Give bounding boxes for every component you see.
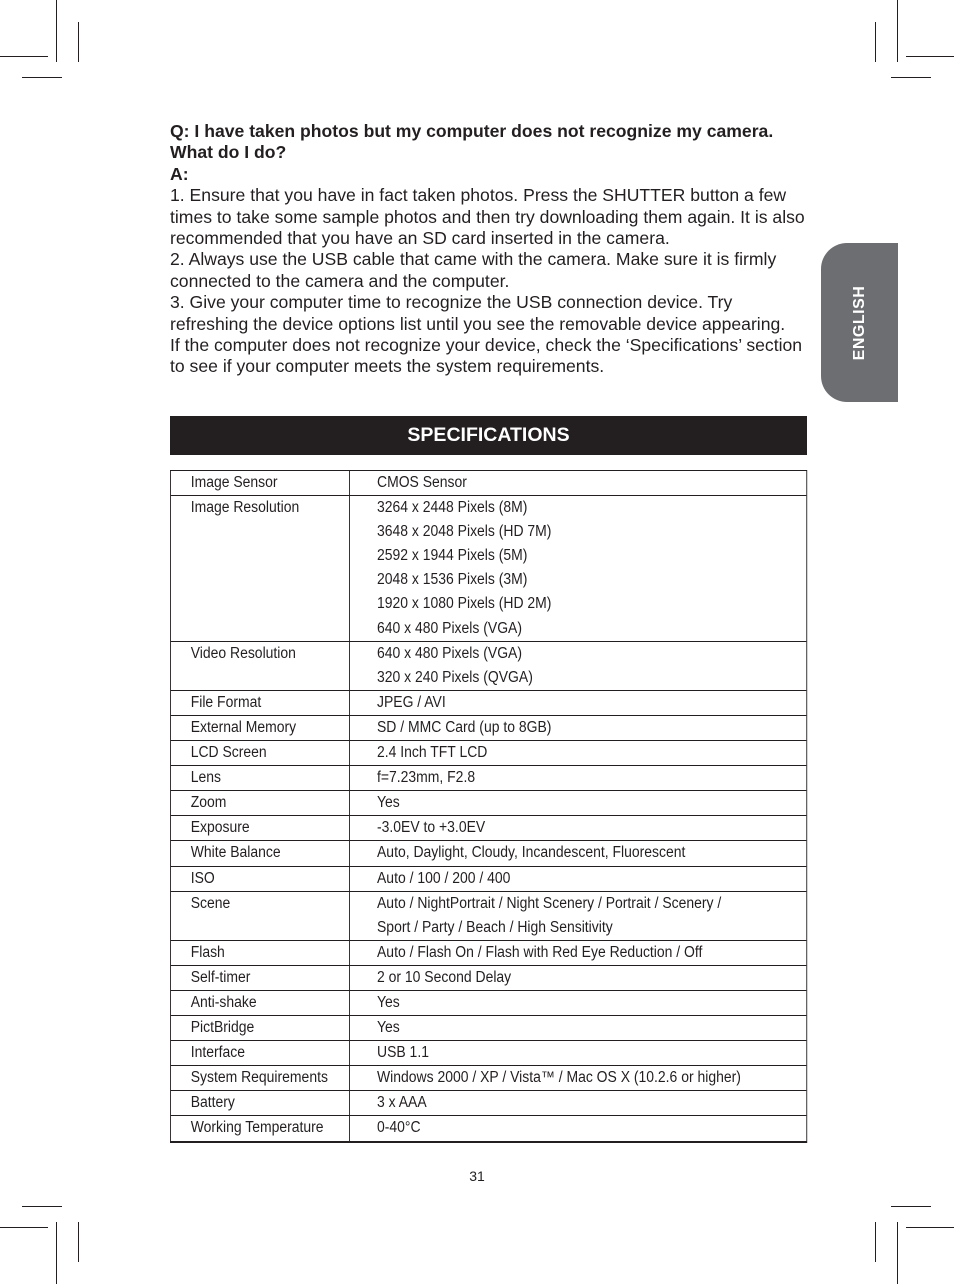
- spec-value: Yes: [377, 993, 400, 1011]
- crop-mark: [897, 0, 898, 62]
- spec-value: 2048 x 1536 Pixels (3M): [377, 571, 528, 589]
- spec-label-text: Self-timer: [190, 968, 251, 986]
- spec-label: [171, 816, 350, 840]
- spec-label: [171, 716, 350, 740]
- spec-value: Yes: [377, 1019, 400, 1037]
- spec-label: [171, 1041, 350, 1065]
- spec-label-text: Image Resolution: [190, 499, 300, 517]
- crop-mark: [891, 1206, 931, 1207]
- crop-mark: [22, 77, 62, 78]
- spec-label: [171, 471, 350, 495]
- spec-label: [171, 1091, 350, 1115]
- spec-value: Auto / NightPortrait / Night Scenery / Portrait / Scenery /: [377, 894, 722, 912]
- spec-value: 3 x AAA: [377, 1094, 427, 1112]
- spec-value: Sport / Party / Beach / High Sensitivity: [377, 918, 613, 936]
- spec-value: Yes: [377, 794, 400, 812]
- faq-answer-label: A:: [170, 163, 189, 184]
- crop-mark: [906, 56, 954, 57]
- spec-values: [350, 1066, 806, 1090]
- faq-step: 2. Always use the USB cable that came with the camera. Make sure it is firmly connected to the camera and the computer.: [170, 249, 777, 291]
- crop-mark: [875, 1222, 876, 1262]
- spec-row: [171, 1115, 806, 1140]
- crop-mark: [891, 77, 931, 78]
- spec-row: [171, 1065, 806, 1090]
- spec-label-text: ISO: [190, 869, 215, 887]
- spec-value: Windows 2000 / XP / Vista™ / Mac OS X (10.2.6 or higher): [377, 1069, 741, 1087]
- spec-label: [171, 1066, 350, 1090]
- spec-row: [171, 815, 806, 840]
- spec-label: [171, 1116, 350, 1140]
- spec-row: [171, 790, 806, 815]
- crop-mark: [897, 1222, 898, 1284]
- spec-values: [350, 691, 806, 715]
- spec-value: 320 x 240 Pixels (QVGA): [377, 668, 533, 686]
- crop-mark: [22, 1206, 62, 1207]
- specifications-header: SPECIFICATIONS: [170, 416, 807, 455]
- spec-value: 3648 x 2048 Pixels (HD 7M): [377, 523, 552, 541]
- spec-label-text: System Requirements: [190, 1069, 328, 1087]
- spec-values: [350, 991, 806, 1015]
- spec-label-text: File Format: [190, 693, 262, 711]
- spec-values: [350, 1116, 806, 1140]
- spec-values: [350, 1091, 806, 1115]
- spec-values: [350, 766, 806, 790]
- spec-value: 3264 x 2448 Pixels (8M): [377, 499, 528, 517]
- spec-row: [171, 690, 806, 715]
- spec-row: [171, 740, 806, 765]
- spec-values: [350, 816, 806, 840]
- faq-step: 3. Give your computer time to recognize the USB connection device. Try refreshing the device options list until you see the removable device appearing.: [170, 292, 786, 334]
- spec-label: [171, 892, 350, 940]
- spec-row: [171, 495, 806, 641]
- spec-label: [171, 766, 350, 790]
- crop-mark: [875, 22, 876, 62]
- spec-values: [350, 941, 806, 965]
- spec-label: [171, 791, 350, 815]
- spec-label-text: Flash: [190, 943, 225, 961]
- spec-label-text: LCD Screen: [190, 744, 267, 762]
- crop-mark: [78, 1222, 79, 1262]
- spec-value: SD / MMC Card (up to 8GB): [377, 718, 552, 736]
- spec-row: [171, 940, 806, 965]
- spec-value: USB 1.1: [377, 1044, 429, 1062]
- spec-label-text: External Memory: [190, 718, 297, 736]
- spec-row: [171, 1015, 806, 1040]
- spec-label: [171, 691, 350, 715]
- spec-values: [350, 1016, 806, 1040]
- spec-values: [350, 642, 806, 690]
- spec-values: [350, 892, 806, 940]
- spec-label-text: Lens: [190, 769, 221, 787]
- spec-label-text: White Balance: [190, 844, 281, 862]
- spec-row: [171, 1090, 806, 1115]
- spec-values: [350, 1041, 806, 1065]
- spec-label-text: Exposure: [190, 819, 250, 837]
- spec-row: [171, 990, 806, 1015]
- spec-value: 640 x 480 Pixels (VGA): [377, 644, 522, 662]
- spec-label-text: Battery: [190, 1094, 235, 1112]
- crop-mark: [56, 0, 57, 62]
- spec-value: 2.4 Inch TFT LCD: [377, 744, 488, 762]
- spec-values: [350, 741, 806, 765]
- spec-label-text: Scene: [190, 894, 231, 912]
- spec-value: Auto / 100 / 200 / 400: [377, 869, 511, 887]
- spec-value: Auto, Daylight, Cloudy, Incandescent, Fluorescent: [377, 844, 686, 862]
- spec-label: [171, 741, 350, 765]
- spec-label-text: Working Temperature: [190, 1119, 324, 1137]
- crop-mark: [0, 1227, 48, 1228]
- spec-label-text: Zoom: [190, 794, 227, 812]
- spec-value: f=7.23mm, F2.8: [377, 769, 476, 787]
- spec-label: [171, 991, 350, 1015]
- spec-value: Auto / Flash On / Flash with Red Eye Reduction / Off: [377, 943, 703, 961]
- spec-row: [171, 840, 806, 865]
- spec-value: 2592 x 1944 Pixels (5M): [377, 547, 528, 565]
- spec-label: [171, 496, 350, 641]
- spec-values: [350, 716, 806, 740]
- spec-label: [171, 642, 350, 690]
- spec-values: [350, 841, 806, 865]
- spec-row: [171, 965, 806, 990]
- spec-label: [171, 966, 350, 990]
- spec-value: -3.0EV to +3.0EV: [377, 819, 486, 837]
- spec-row: [171, 715, 806, 740]
- spec-label-text: Anti-shake: [190, 993, 257, 1011]
- spec-row: [171, 471, 806, 495]
- spec-row: [171, 891, 806, 940]
- spec-values: [350, 791, 806, 815]
- spec-label: [171, 941, 350, 965]
- spec-value: 0-40°C: [377, 1119, 421, 1137]
- faq-question: Q: I have taken photos but my computer does not recognize my camera. What do I do?: [170, 121, 774, 163]
- spec-value: 1920 x 1080 Pixels (HD 2M): [377, 595, 552, 613]
- spec-label-text: Interface: [190, 1044, 245, 1062]
- language-tab: [821, 243, 898, 402]
- spec-label: [171, 1016, 350, 1040]
- faq-note: If the computer does not recognize your device, check the ‘Specifications’ section to see if your computer meets the system requirements.: [170, 335, 803, 377]
- faq-step: 1. Ensure that you have in fact taken photos. Press the SHUTTER button a few times to take some sample photos and then try downloading them again. It is also recommended that you have an SD card inserted in the camera.: [170, 185, 805, 249]
- spec-label: [171, 841, 350, 865]
- spec-label-text: Image Sensor: [190, 474, 278, 491]
- crop-mark: [0, 56, 48, 57]
- spec-values: [350, 966, 806, 990]
- language-tab-label: ENGLISH: [850, 285, 868, 360]
- spec-row: [171, 641, 806, 690]
- faq-section: [170, 121, 815, 378]
- spec-label: [171, 867, 350, 891]
- crop-mark: [78, 22, 79, 62]
- spec-value: CMOS Sensor: [377, 474, 467, 491]
- spec-label-text: PictBridge: [190, 1019, 255, 1037]
- spec-values: [350, 867, 806, 891]
- spec-label-text: Video Resolution: [190, 644, 296, 662]
- spec-row: [171, 866, 806, 891]
- specifications-table: [170, 470, 807, 1143]
- spec-row: [171, 765, 806, 790]
- spec-value: JPEG / AVI: [377, 693, 446, 711]
- crop-mark: [56, 1222, 57, 1284]
- spec-value: 640 x 480 Pixels (VGA): [377, 619, 522, 637]
- spec-values: [350, 471, 806, 495]
- spec-row: [171, 1040, 806, 1065]
- page-number: 31: [469, 1168, 485, 1184]
- spec-values: [350, 496, 806, 641]
- spec-value: 2 or 10 Second Delay: [377, 968, 512, 986]
- crop-mark: [906, 1227, 954, 1228]
